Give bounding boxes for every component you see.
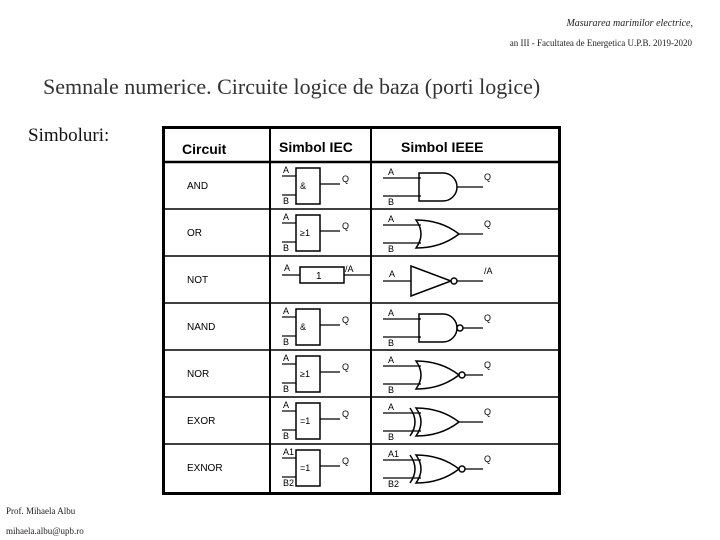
ieee-input-label: A	[388, 402, 395, 412]
iec-output-label: Q	[342, 409, 350, 419]
iec-input-label: A	[283, 400, 290, 410]
iec-output-label: Q	[342, 315, 350, 325]
iec-input-label: A	[283, 306, 290, 316]
iec-function-label: &	[300, 181, 307, 191]
ieee-input-label: A1	[388, 449, 400, 459]
iec-function-label: =1	[300, 416, 311, 426]
iec-input-label: A	[284, 263, 291, 273]
iec-function-label: &	[300, 322, 307, 332]
circuit-name: EXNOR	[187, 463, 223, 474]
iec-function-label: ≥1	[300, 228, 310, 238]
iec-input-label: A	[283, 212, 290, 222]
ieee-input-label: B	[388, 432, 395, 442]
iec-function-label: 1	[316, 271, 322, 282]
logic-gates-symbol-grid	[162, 126, 561, 495]
iec-output-label: Q	[342, 174, 350, 184]
iec-output-label: /A	[345, 264, 354, 274]
header-circuit: Circuit	[182, 141, 227, 157]
iec-function-label: ≥1	[300, 369, 310, 379]
ieee-input-label: A	[388, 355, 395, 365]
ieee-input-label: B	[388, 385, 395, 395]
ieee-input-label: A	[388, 167, 395, 177]
iec-output-label: Q	[342, 362, 350, 372]
slide-title: Semnale numerice. Circuite logice de baza (porti logice)	[43, 74, 541, 99]
circuit-name: EXOR	[187, 416, 216, 427]
ieee-input-label: B	[388, 197, 395, 207]
iec-input-label: B	[283, 431, 290, 441]
header-iec-symbol: Simbol IEC	[279, 139, 353, 155]
ieee-output-label: Q	[484, 313, 492, 323]
iec-output-label: Q	[342, 456, 350, 466]
header-ieee-symbol: Simbol IEEE	[401, 139, 484, 155]
iec-function-label: =1	[300, 463, 311, 473]
header-course-title: Masurarea marimilor electrice,	[566, 18, 693, 29]
circuit-name: AND	[187, 181, 209, 192]
ieee-output-label: Q	[484, 454, 492, 464]
table-background	[162, 126, 561, 495]
iec-input-label: A1	[283, 447, 295, 457]
iec-input-label: A	[283, 353, 290, 363]
gate-bubble	[451, 278, 457, 284]
footer-author: Prof. Mihaela Albu	[6, 506, 76, 516]
ieee-input-label: A	[389, 269, 396, 279]
iec-input-label: B2	[283, 478, 295, 488]
logic-gates-table	[162, 126, 561, 495]
section-label: Simboluri:	[28, 125, 110, 146]
ieee-input-label: A	[388, 214, 395, 224]
ieee-input-label: B	[388, 244, 395, 254]
gate-bubble	[459, 372, 465, 378]
ieee-output-label: Q	[484, 172, 492, 182]
iec-input-label: B	[283, 243, 290, 253]
iec-input-label: B	[283, 337, 290, 347]
circuit-name: NAND	[187, 322, 216, 333]
circuit-name: OR	[187, 228, 202, 239]
ieee-output-label: Q	[484, 407, 492, 417]
footer-email: mihaela.albu@upb.ro	[6, 526, 84, 536]
circuit-name: NOR	[187, 369, 210, 380]
ieee-output-label: Q	[484, 360, 492, 370]
iec-input-label: B	[283, 196, 290, 206]
gate-bubble	[459, 466, 465, 472]
ieee-input-label: B2	[388, 479, 400, 489]
ieee-output-label: /A	[484, 266, 493, 276]
gate-bubble	[457, 325, 463, 331]
ieee-output-label: Q	[484, 219, 492, 229]
circuit-name: NOT	[187, 275, 209, 286]
ieee-input-label: B	[388, 338, 395, 348]
header-course-info: an III - Facultatea de Energetica U.P.B. 2019-2020	[509, 38, 692, 48]
ieee-input-label: A	[388, 308, 395, 318]
iec-output-label: Q	[342, 221, 350, 231]
iec-input-label: B	[283, 384, 290, 394]
iec-input-label: A	[283, 165, 290, 175]
